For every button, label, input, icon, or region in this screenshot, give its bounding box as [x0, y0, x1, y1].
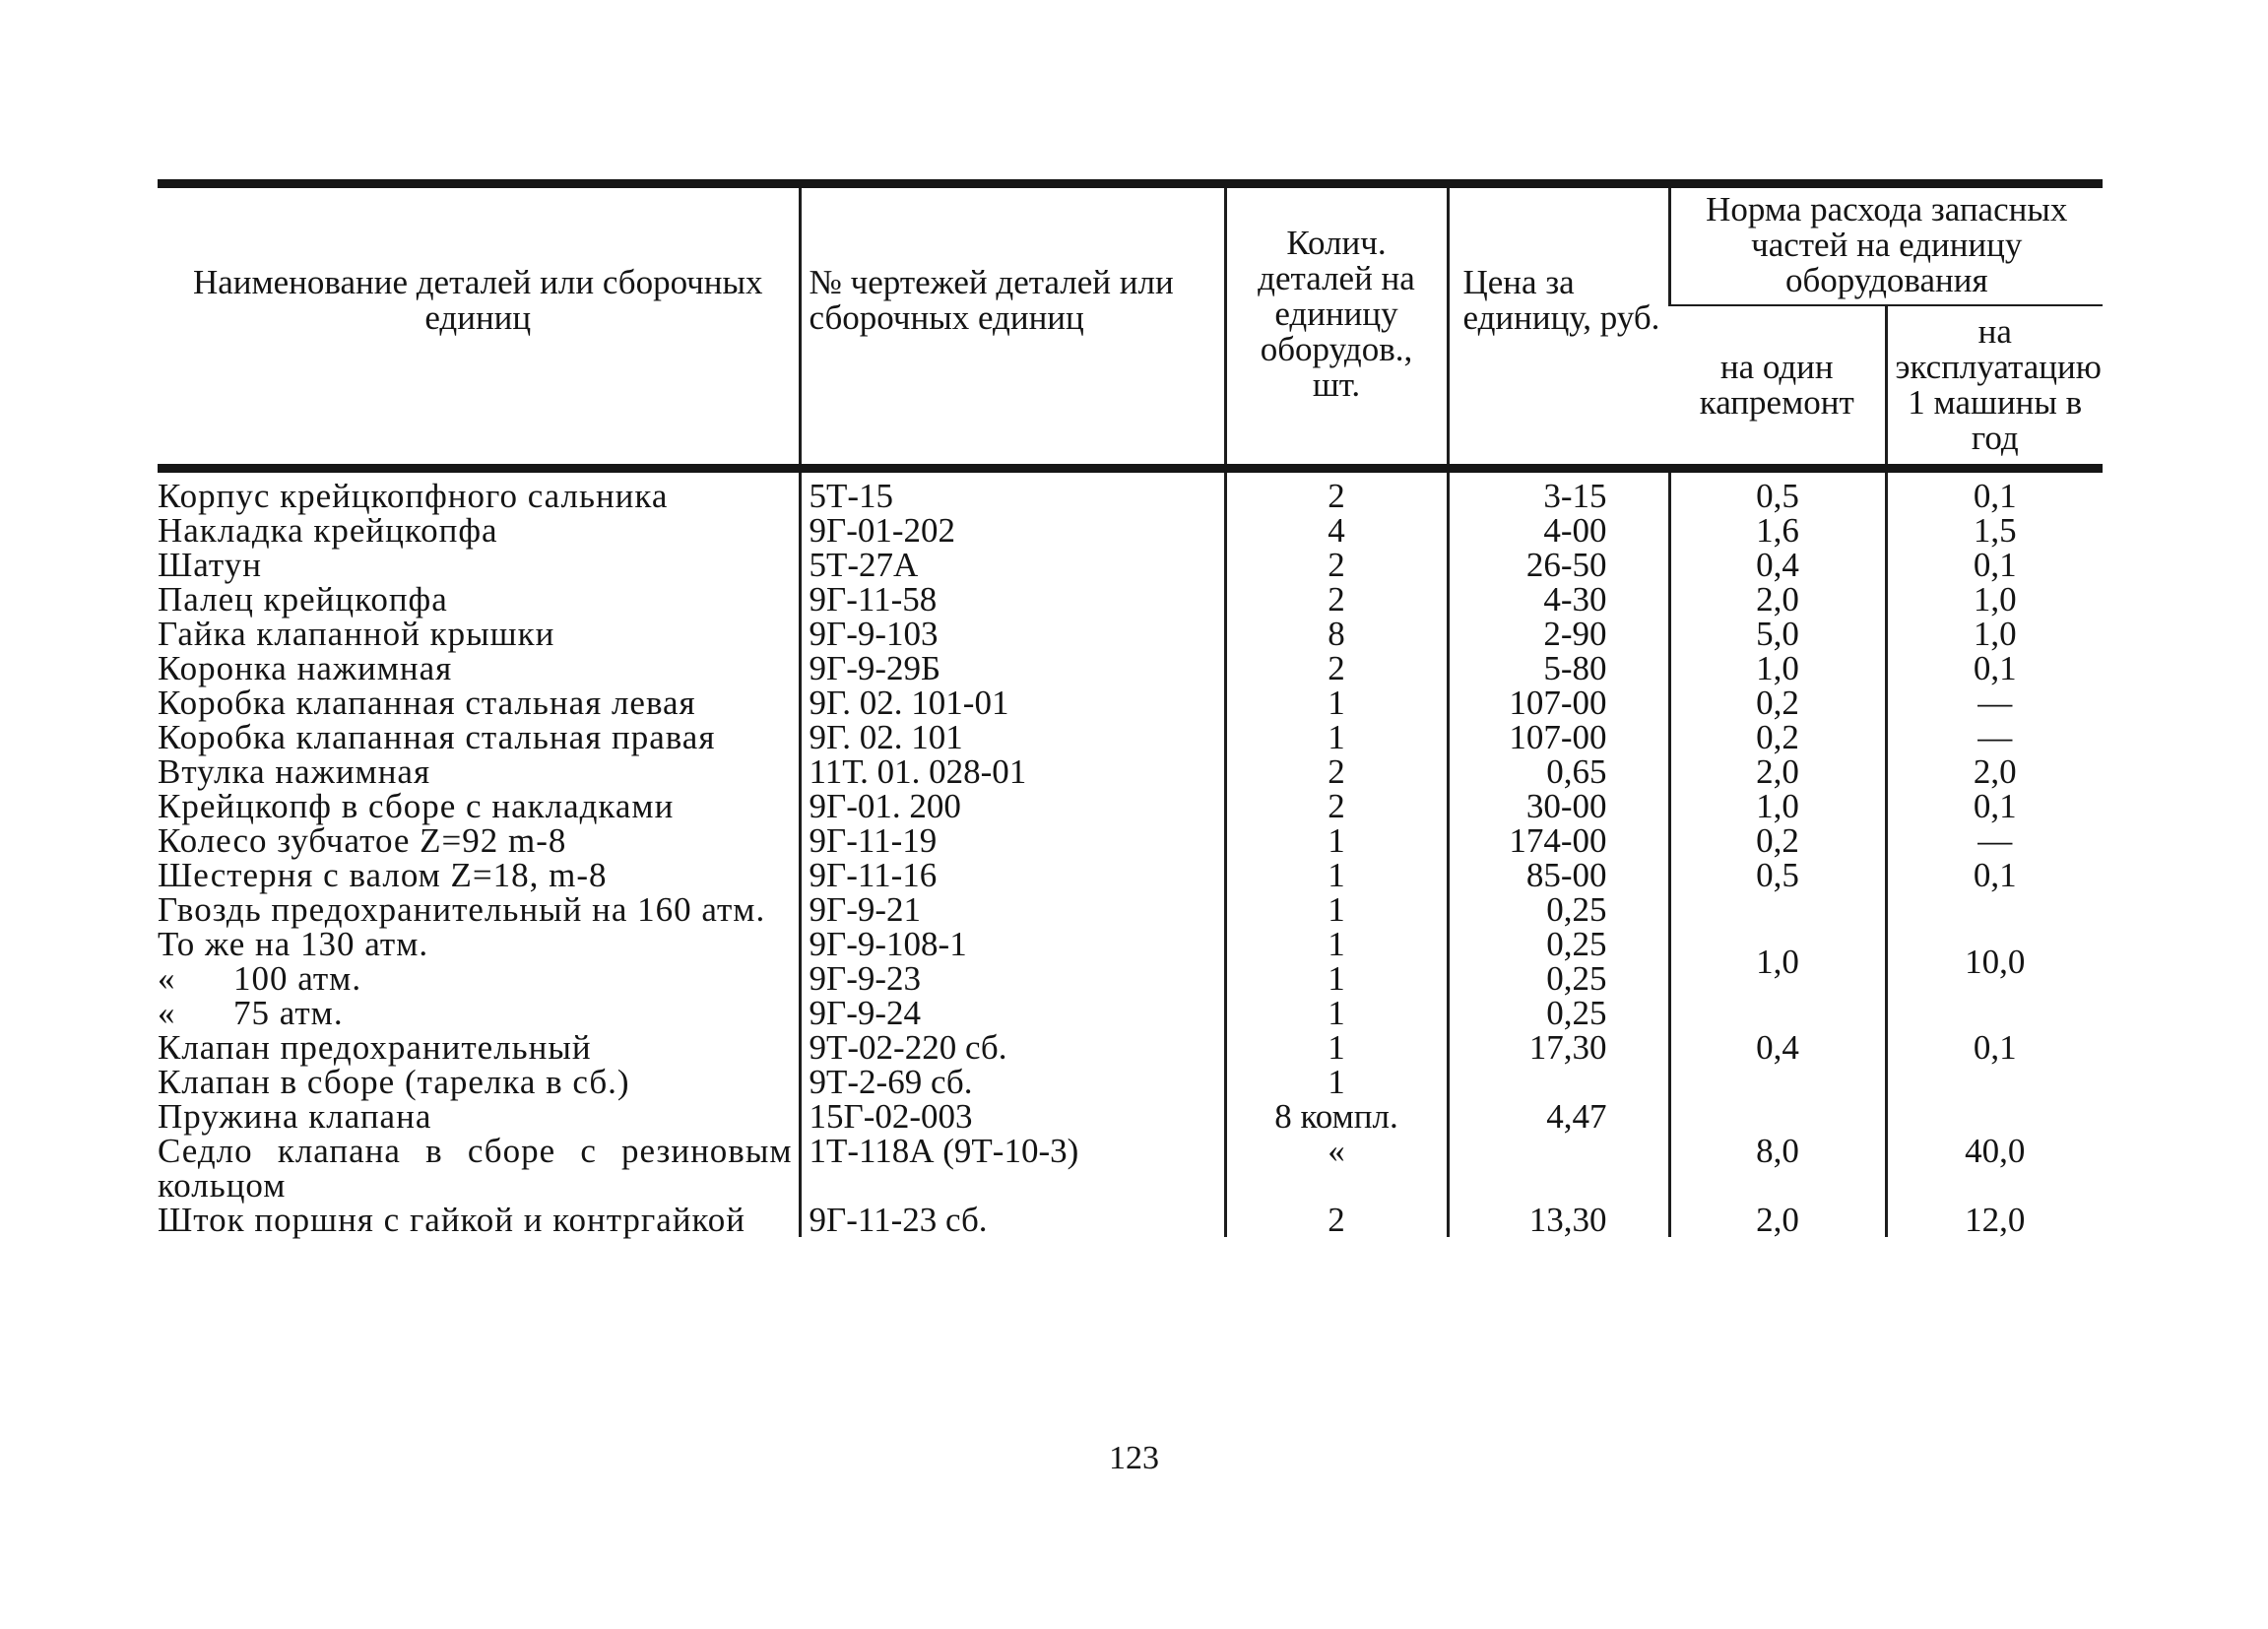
- table-row: [158, 754, 2103, 789]
- part-qty: 1: [1225, 927, 1448, 961]
- unit-price: 4-30: [1448, 582, 1669, 617]
- drawing-number: 9Г-9-108-1: [800, 927, 1225, 961]
- table-row: [158, 513, 2103, 548]
- part-qty: 4: [1225, 513, 1448, 548]
- drawing-number: 9Г-9-103: [800, 617, 1225, 651]
- part-qty: 2: [1225, 548, 1448, 582]
- header-qty: Колич. деталей на единицу оборудов., шт.: [1225, 184, 1448, 469]
- norm-year: 2,0: [1886, 754, 2103, 789]
- part-name: Коробка клапанная стальная левая: [158, 684, 696, 722]
- drawing-number: 9Г-9-23: [800, 961, 1225, 996]
- table-row: [158, 582, 2103, 617]
- table-header: [158, 184, 2103, 469]
- header-norm-repair: на один капремонт: [1669, 305, 1886, 469]
- norm-year: 1,0: [1886, 582, 2103, 617]
- part-qty: 1: [1225, 685, 1448, 720]
- table-row: [158, 789, 2103, 823]
- spare-parts-table: [158, 179, 2103, 1237]
- norm-repair: 0,2: [1669, 685, 1886, 720]
- unit-price: 30-00: [1448, 789, 1669, 823]
- norm-repair: 1,0: [1669, 651, 1886, 685]
- norm-repair-spring-group: 8,0: [1669, 1099, 1886, 1203]
- part-name: Клапан в сборе (тарелка в сб.): [158, 1063, 630, 1101]
- table-row: [158, 469, 2103, 514]
- table-row: [158, 892, 2103, 927]
- norm-repair: 1,0: [1669, 789, 1886, 823]
- unit-price: 4-00: [1448, 513, 1669, 548]
- unit-price: 0,25: [1448, 927, 1669, 961]
- document-page: [158, 179, 2103, 1237]
- unit-price: 85-00: [1448, 858, 1669, 892]
- norm-repair: 0,4: [1669, 548, 1886, 582]
- unit-price: 26-50: [1448, 548, 1669, 582]
- part-name: Втулка нажимная: [158, 752, 431, 791]
- drawing-number: 9Г-01. 200: [800, 789, 1225, 823]
- part-qty: 8: [1225, 617, 1448, 651]
- part-name: « 75 атм.: [158, 994, 344, 1032]
- page-number: 123: [1109, 1440, 1159, 1476]
- table-row: [158, 1099, 2103, 1134]
- table-row: [158, 823, 2103, 858]
- part-qty: 1: [1225, 823, 1448, 858]
- table-row: [158, 1030, 2103, 1065]
- norm-year: 1,5: [1886, 513, 2103, 548]
- norm-year: —: [1886, 685, 2103, 720]
- unit-price: 0,25: [1448, 961, 1669, 996]
- drawing-number: 9Г-01-202: [800, 513, 1225, 548]
- norm-year: 0,1: [1886, 858, 2103, 892]
- drawing-number: 5Т-27А: [800, 548, 1225, 582]
- drawing-number: 11Т. 01. 028-01: [800, 754, 1225, 789]
- part-name: Коронка нажимная: [158, 649, 453, 687]
- norm-repair: 5,0: [1669, 617, 1886, 651]
- part-name: Клапан предохранительный: [158, 1028, 592, 1067]
- part-name: Крейцкопф в сборе с накладками: [158, 787, 675, 825]
- part-qty: 2: [1225, 754, 1448, 789]
- header-drawing: № чертежей деталей или сборочных единиц: [800, 184, 1225, 469]
- table-row: [158, 1065, 2103, 1099]
- table-row: [158, 1203, 2103, 1237]
- header-name: Наименование деталей или сборочных единиц: [158, 184, 800, 469]
- part-name: Палец крейцкопфа: [158, 580, 448, 619]
- part-qty: 2: [1225, 582, 1448, 617]
- norm-year: 0,1: [1886, 1030, 2103, 1065]
- norm-year: 0,1: [1886, 548, 2103, 582]
- part-qty: 2: [1225, 1203, 1448, 1237]
- drawing-number: 9Г-9-21: [800, 892, 1225, 927]
- norm-repair: 2,0: [1669, 582, 1886, 617]
- part-name: Пружина клапана: [158, 1097, 432, 1136]
- unit-price: 107-00: [1448, 720, 1669, 754]
- table-row: [158, 617, 2103, 651]
- unit-price: 0,25: [1448, 996, 1669, 1030]
- part-qty: 2: [1225, 469, 1448, 514]
- norm-repair: [1669, 1065, 1886, 1099]
- part-name: Седло клапана в сборе с резиновым кольцом: [158, 1132, 793, 1205]
- header-norm-year: на эксплуатацию 1 машины в год: [1886, 305, 2103, 469]
- norm-repair: 1,6: [1669, 513, 1886, 548]
- drawing-number: 9Г-11-19: [800, 823, 1225, 858]
- part-qty: 1: [1225, 996, 1448, 1030]
- drawing-number: 5Т-15: [800, 469, 1225, 514]
- part-qty: 1: [1225, 892, 1448, 927]
- unit-price: 3-15: [1448, 469, 1669, 514]
- part-name: Накладка крейцкопфа: [158, 511, 498, 550]
- norm-repair: 0,5: [1669, 858, 1886, 892]
- part-name: « 100 атм.: [158, 959, 362, 998]
- part-qty: 1: [1225, 858, 1448, 892]
- unit-price: 17,30: [1448, 1030, 1669, 1065]
- part-qty: 1: [1225, 720, 1448, 754]
- part-name: Корпус крейцкопфного сальника: [158, 469, 800, 514]
- norm-year-spring-group: 40,0: [1886, 1099, 2103, 1203]
- norm-year: [1886, 1065, 2103, 1099]
- unit-price: 4,47: [1448, 1099, 1669, 1134]
- drawing-number: 9Т-2-69 сб.: [800, 1065, 1225, 1099]
- unit-price: 0,65: [1448, 754, 1669, 789]
- table-row: [158, 858, 2103, 892]
- drawing-number: 9Г-11-16: [800, 858, 1225, 892]
- norm-year: —: [1886, 823, 2103, 858]
- norm-year: —: [1886, 720, 2103, 754]
- norm-repair: 0,4: [1669, 1030, 1886, 1065]
- drawing-number: 15Г-02-003: [800, 1099, 1225, 1134]
- norm-year-nails-group: 10,0: [1886, 892, 2103, 1030]
- drawing-number: 9Т-02-220 сб.: [800, 1030, 1225, 1065]
- norm-repair: 0,2: [1669, 720, 1886, 754]
- part-name: Шток поршня с гайкой и контргайкой: [158, 1201, 746, 1239]
- part-qty: 1: [1225, 1065, 1448, 1099]
- drawing-number: 9Г-11-23 сб.: [800, 1203, 1225, 1237]
- norm-repair: 0,2: [1669, 823, 1886, 858]
- drawing-number: 9Г. 02. 101-01: [800, 685, 1225, 720]
- norm-repair: 2,0: [1669, 754, 1886, 789]
- table-row: [158, 548, 2103, 582]
- drawing-number: 9Г-11-58: [800, 582, 1225, 617]
- unit-price: [1448, 1134, 1669, 1203]
- unit-price: 174-00: [1448, 823, 1669, 858]
- unit-price: 107-00: [1448, 685, 1669, 720]
- part-qty: 2: [1225, 651, 1448, 685]
- drawing-number: 9Г. 02. 101: [800, 720, 1225, 754]
- table-row: [158, 685, 2103, 720]
- part-name: Шестерня с валом Z=18, m-8: [158, 856, 608, 894]
- norm-repair-nails-group: 1,0: [1669, 892, 1886, 1030]
- part-qty: «: [1225, 1134, 1448, 1203]
- unit-price: 5-80: [1448, 651, 1669, 685]
- norm-year: 0,1: [1886, 651, 2103, 685]
- header-norm: Норма расхода запасных частей на единицу оборудования: [1669, 184, 2103, 306]
- norm-repair: 0,5: [1669, 469, 1886, 514]
- drawing-number: 9Г-9-29Б: [800, 651, 1225, 685]
- table-row: [158, 651, 2103, 685]
- part-qty: 2: [1225, 789, 1448, 823]
- part-name: Гвоздь предохранительный на 160 атм.: [158, 890, 766, 929]
- part-qty: 8 компл.: [1225, 1099, 1448, 1134]
- unit-price: 13,30: [1448, 1203, 1669, 1237]
- unit-price: [1448, 1065, 1669, 1099]
- part-name: Гайка клапанной крышки: [158, 615, 555, 653]
- norm-year: 12,0: [1886, 1203, 2103, 1237]
- drawing-number: 9Г-9-24: [800, 996, 1225, 1030]
- norm-repair: 2,0: [1669, 1203, 1886, 1237]
- part-qty: 1: [1225, 1030, 1448, 1065]
- part-qty: 1: [1225, 961, 1448, 996]
- part-name: Колесо зубчатое Z=92 m-8: [158, 821, 567, 860]
- part-name: Шатун: [158, 546, 263, 584]
- header-price: Цена за единицу, руб.: [1448, 184, 1669, 469]
- norm-year: 0,1: [1886, 469, 2103, 514]
- table-row: [158, 720, 2103, 754]
- norm-year: 1,0: [1886, 617, 2103, 651]
- norm-year: 0,1: [1886, 789, 2103, 823]
- unit-price: 2-90: [1448, 617, 1669, 651]
- unit-price: 0,25: [1448, 892, 1669, 927]
- part-name: То же на 130 атм.: [158, 925, 429, 963]
- drawing-number: 1Т-118А (9Т-10-3): [800, 1134, 1225, 1203]
- part-name: Коробка клапанная стальная правая: [158, 718, 716, 756]
- table-body: [158, 469, 2103, 1238]
